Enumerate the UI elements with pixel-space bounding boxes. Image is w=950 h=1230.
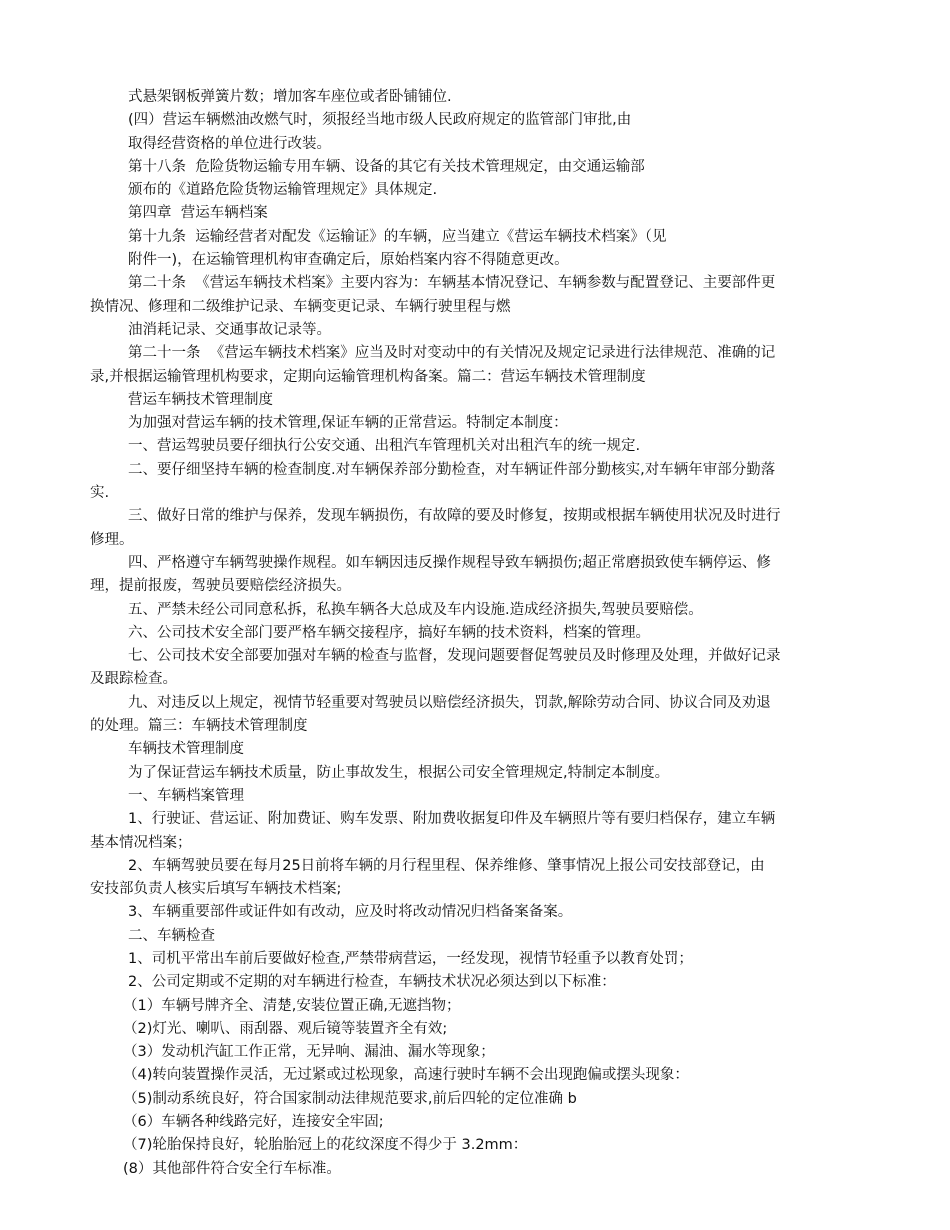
text-line: 基本情况档案；: [90, 834, 192, 851]
text-line: 第四章 营运车辆档案: [128, 205, 268, 222]
text-line: 七、公司技术安全部要加强对车辆的检查与监督，发现问题要督促驾驶员及时修理及处理，并做好记录: [128, 648, 781, 665]
text-line: 第十八条 危险货物运输专用车辆、设备的其它有关技术管理规定，由交通运输部: [128, 158, 645, 175]
text-line: （2)灯光、喇叭、雨刮器、观后镜等装置齐全有效;: [123, 1020, 448, 1037]
text-line: （4)转向装置操作灵活，无过紧或过松现象，高速行驶时车辆不会出现跑偏或摆头现象：: [123, 1067, 689, 1084]
text-line: 二、车辆检查: [128, 927, 215, 944]
text-line: 录,并根据运输管理机构要求，定期向运输管理机构备案。篇二：营运车辆技术管理制度: [90, 368, 646, 385]
text-line: 1、行驶证、营运证、附加费证、购车发票、附加费收据复印件及车辆照片等有要归档保存，建立车辆: [128, 811, 776, 828]
text-line: 二、要仔细坚持车辆的检查制度.对车辆保养部分勤检查，对车辆证件部分勤核实,对车辆年审部分勤落: [128, 461, 776, 478]
text-line: 油消耗记录、交通事故记录等。: [128, 321, 331, 338]
text-line: 六、公司技术安全部门要严格车辆交接程序，搞好车辆的技术资料，档案的管理。: [128, 624, 650, 641]
text-line: （1）车辆号牌齐全、清楚,安装位置正确,无遮挡物；: [123, 997, 461, 1014]
text-line: 附件一)，在运输管理机构审查确定后，原始档案内容不得随意更改。: [128, 252, 569, 269]
text-line: 安技部负责人核实后填写车辆技术档案;: [90, 881, 342, 898]
text-line: 四、严格遵守车辆驾驶操作规程。如车辆因违反操作规程导致车辆损伤;超正常磨损致使车辆停运、修: [128, 554, 771, 571]
text-line: 为了保证营运车辆技术质量，防止事故发生，根据公司安全管理规定,特制定本制度。: [128, 764, 670, 781]
text-line: 一、车辆档案管理: [128, 787, 244, 804]
text-line: (四）营运车辆燃油改燃气时，须报经当地市级人民政府规定的监管部门审批,由: [128, 112, 632, 129]
text-line: (8）其他部件符合安全行车标准。: [123, 1160, 341, 1177]
text-line: 的处理。篇三：车辆技术管理制度: [90, 718, 308, 735]
text-line: 颁布的《道路危险货物运输管理规定》具体规定.: [128, 182, 438, 199]
text-line: 理，提前报废，驾驶员要赔偿经济损失。: [90, 578, 351, 595]
text-line: 换情况、修理和二级维护记录、车辆变更记录、车辆行驶里程与燃: [90, 298, 511, 315]
text-line: （6）车辆各种线路完好，连接安全牢固;: [123, 1114, 384, 1131]
text-line: 第二十条 《营运车辆技术档案》主要内容为：车辆基本情况登记、车辆参数与配置登记、主要部件更: [128, 275, 776, 292]
text-line: 实.: [90, 485, 110, 502]
text-line: （3）发动机汽缸工作正常，无异响、漏油、漏水等现象；: [123, 1044, 495, 1061]
text-line: 一、营运驾驶员要仔细执行公安交通、出租汽车管理机关对出租汽车的统一规定.: [128, 438, 641, 455]
text-line: 2、公司定期或不定期的对车辆进行检查，车辆技术状况必须达到以下标准：: [128, 974, 616, 991]
text-line: 1、司机平常出车前后要做好检查,严禁带病营运，一经发现，视情节轻重予以教育处罚；: [128, 950, 693, 967]
text-line: 取得经营资格的单位进行改装。: [128, 135, 331, 152]
text-line: 营运车辆技术管理制度: [128, 391, 273, 408]
text-line: （5)制动系统良好，符合国家制动法律规范要求,前后四轮的定位准确 b: [123, 1090, 577, 1107]
text-line: 第二十一条 《营运车辆技术档案》应当及时对变动中的有关情况及规定记录进行法律规范、准确的记: [128, 345, 776, 362]
text-line: 及跟踪检查。: [90, 671, 177, 688]
text-line: 式悬架钢板弹簧片数；增加客车座位或者卧铺铺位.: [128, 89, 452, 105]
text-line: （7)轮胎保持良好，轮胎胎冠上的花纹深度不得少于 3.2mm：: [123, 1137, 528, 1154]
text-line: 五、严禁未经公司同意私拆，私换车辆各大总成及车内设施.造成经济损失,驾驶员要赔偿。: [128, 601, 703, 618]
text-line: 车辆技术管理制度: [128, 741, 244, 758]
text-line: 九、对违反以上规定，视情节轻重要对驾驶员以赔偿经济损失，罚款,解除劳动合同、协议合同及劝退: [128, 694, 771, 711]
text-line: 修理。: [90, 531, 134, 548]
text-line: 2、车辆驾驶员要在每月25日前将车辆的月行程里程、保养维修、肇事情况上报公司安技部登记，由: [128, 857, 765, 874]
text-line: 3、车辆重要部件或证件如有改动，应及时将改动情况归档备案备案。: [128, 904, 573, 921]
text-line: 第十九条 运输经营者对配发《运输证》的车辆，应当建立《营运车辆技术档案》（见: [128, 228, 667, 245]
text-line: 三、做好日常的维护与保养，发现车辆损伤，有故障的要及时修复，按期或根据车辆使用状况及时进行: [128, 508, 781, 525]
text-line: 为加强对营运车辆的技术管理,保证车辆的正常营运。特制定本制度：: [128, 415, 568, 432]
